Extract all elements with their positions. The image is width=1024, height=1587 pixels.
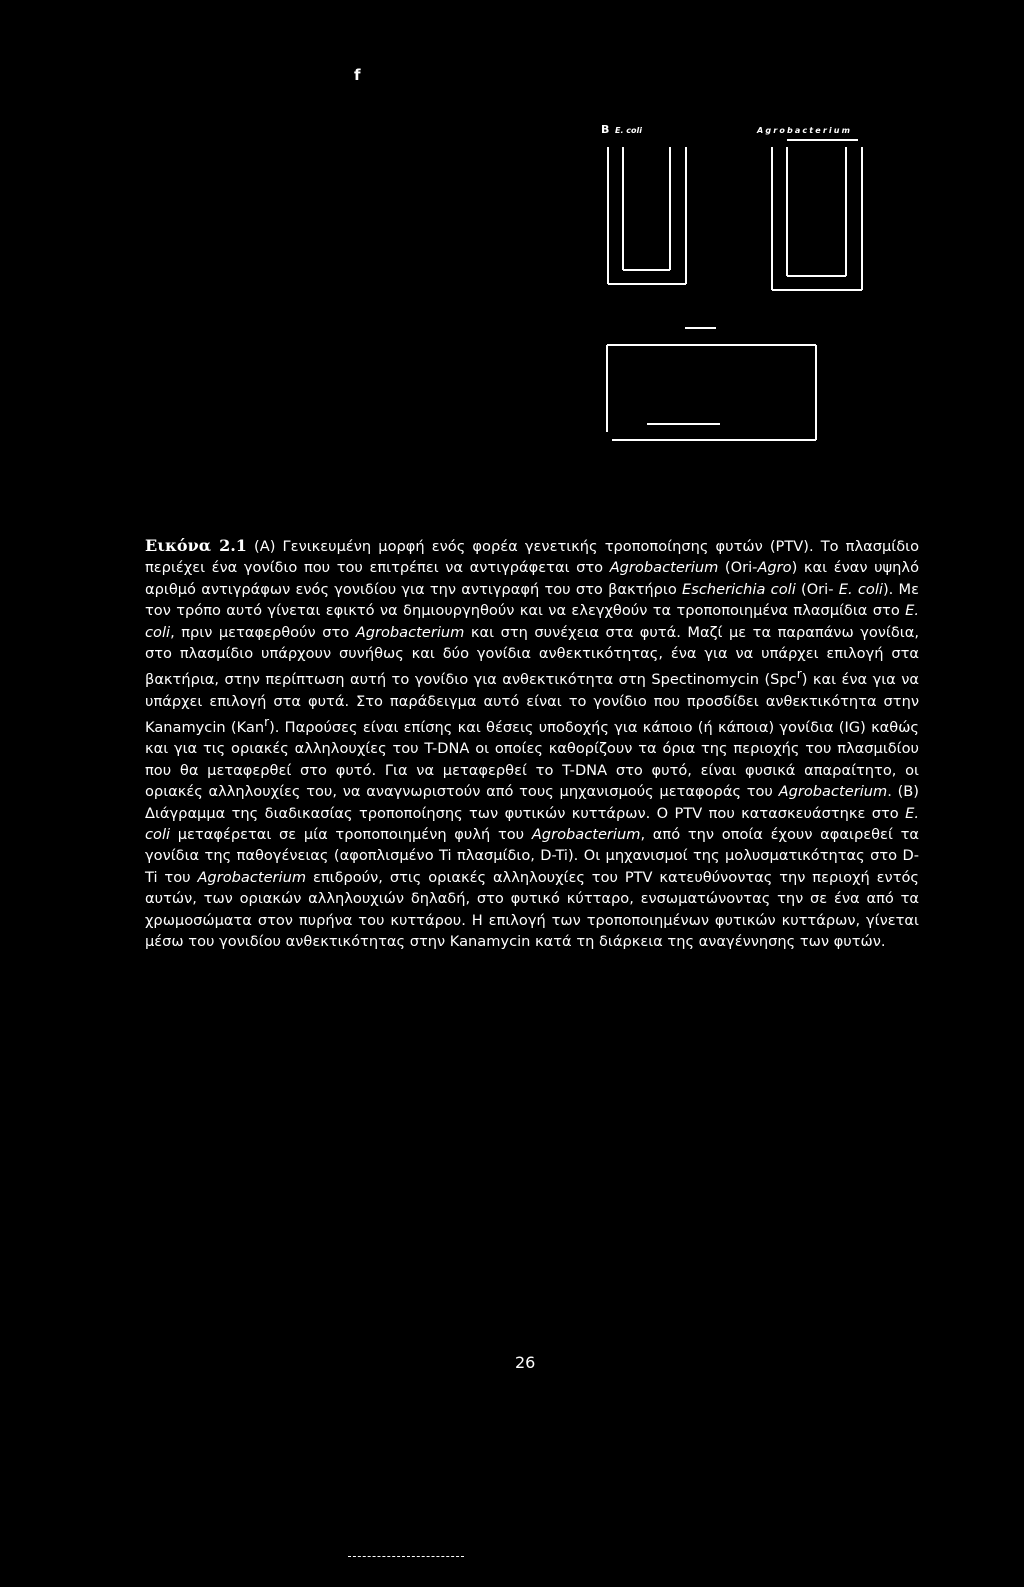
agrobacterium-cell-outline xyxy=(772,140,862,290)
plant-cell-outline xyxy=(607,328,816,440)
caption-italic: Escherichia coli xyxy=(682,580,796,598)
caption-italic: Agrobacterium xyxy=(355,623,465,641)
caption-text: επιδρούν, στις οριακές αλληλουχίες του PTV κατευθύνοντας την περιοχή εντός αυτών, των οριακών αλληλουχιών δηλαδή, στο φυτικό κύτταρο, ενσωματώνοντας την σε ένα από τα χρωμοσώματα στον πυρήνα του κυττάρου. Η επιλογή των τροποποιημένων φυτικών κυττάρων, γίνεται μέσω του γονιδίου ανθεκτικότητας στην Kanamycin κατά τη διάρκεια της αναγέννησης των φυτών. xyxy=(145,868,919,951)
ecoli-cell-outline xyxy=(608,147,686,284)
figure-label-ecoli: E. coli xyxy=(615,126,643,135)
caption-text: και στη συνέχεια στα φυτά. Μαζί με τα παραπάνω γονίδια, στο πλασμίδιο υπάρχουν συνήθως και δύο γονίδια ανθεκτικότητας, ένα για να υπάρχει επιλογή στα βακτήρια, στην περίπτωση αυτή το γονίδιο για ανθεκτικότητα στη Spectinomycin (Spc xyxy=(145,623,919,689)
caption-italic: E. coli xyxy=(145,804,919,843)
caption-italic: Agrobacterium xyxy=(531,826,641,843)
figure-caption-label: Εικόνα 2.1 xyxy=(145,536,247,555)
caption-text: ) και έναν υψηλό αριθμό αντιγράφων ενός γονιδίου για την αντιγραφή του στο βακτήριο xyxy=(145,559,919,598)
caption-italic: E. coli xyxy=(838,580,883,598)
figure-diagram xyxy=(0,0,1024,520)
caption-italic: E. coli xyxy=(145,602,919,641)
footer-rule xyxy=(348,1556,464,1557)
caption-superscript: r xyxy=(264,715,270,730)
caption-italic: Agrobacterium xyxy=(778,783,888,801)
caption-superscript: r xyxy=(796,667,802,682)
stray-mark: f xyxy=(354,66,361,84)
caption-italic: Agrobacterium xyxy=(609,559,719,577)
caption-text: ). Με τον τρόπο αυτό γίνεται εφικτό να δημιουργηθούν και να ελεγχθούν τα τροποποιημένα πλασμίδια στο xyxy=(145,580,920,620)
caption-text: (Ori- xyxy=(718,559,758,577)
page-number: 26 xyxy=(515,1353,536,1372)
figure-label-b: B xyxy=(601,123,610,136)
caption-italic: Agro xyxy=(757,559,792,577)
caption-text: μεταφέρεται σε μία τροποποιημένη φυλή του xyxy=(170,826,532,843)
caption-text: , από την οποία έχουν αφαιρεθεί τα γονίδια της παθογένειας (αφοπλισμένο Ti πλασμίδιο, D-Ti). Οι μηχανισμοί της μολυσματικότητας στο D-Ti του xyxy=(145,826,919,886)
caption-italic: Agrobacterium xyxy=(197,868,307,886)
caption-text: , πριν μεταφερθούν στο xyxy=(170,623,356,641)
figure-label-agrobacterium: Agrobacterium xyxy=(757,126,850,135)
caption-text: (Ori- xyxy=(795,580,839,598)
caption-text: (Α) Γενικευμένη μορφή ενός φορέα γενετικής τροποποίησης φυτών (PTV). Το πλασμίδιο περιέχει ένα γονίδιο που του επιτρέπει να αντιγράφεται στο xyxy=(145,538,919,577)
figure-caption xyxy=(145,535,919,952)
caption-text: ) και ένα για να υπάρχει επιλογή στα φυτά. Στο παράδειγμα αυτό είναι το γονίδιο που προσδίδει ανθεκτικότητα στην Kanamycin (Kan xyxy=(145,671,919,736)
caption-text: ). Παρούσες είναι επίσης και θέσεις υποδοχής για κάποιο (ή κάποια) γονίδια (IG) καθώς και για τις οριακές αλληλουχίες του T-DNA οι οποίες καθορίζουν τα όρια της περιοχής του πλασμιδίου που θα μεταφερθεί στο φυτό. Για να μεταφερθεί το T-DNA στο φυτό, είναι φυσικά απαραίτητο, οι οριακές αλληλουχίες του, να αναγνωριστούν από τους μηχανισμούς μεταφοράς του xyxy=(145,718,920,801)
caption-text: . (Β) Διάγραμμα της διαδικασίας τροποποίησης των φυτικών κυττάρων. Ο PTV που κατασκευάστηκε στο xyxy=(145,783,919,822)
